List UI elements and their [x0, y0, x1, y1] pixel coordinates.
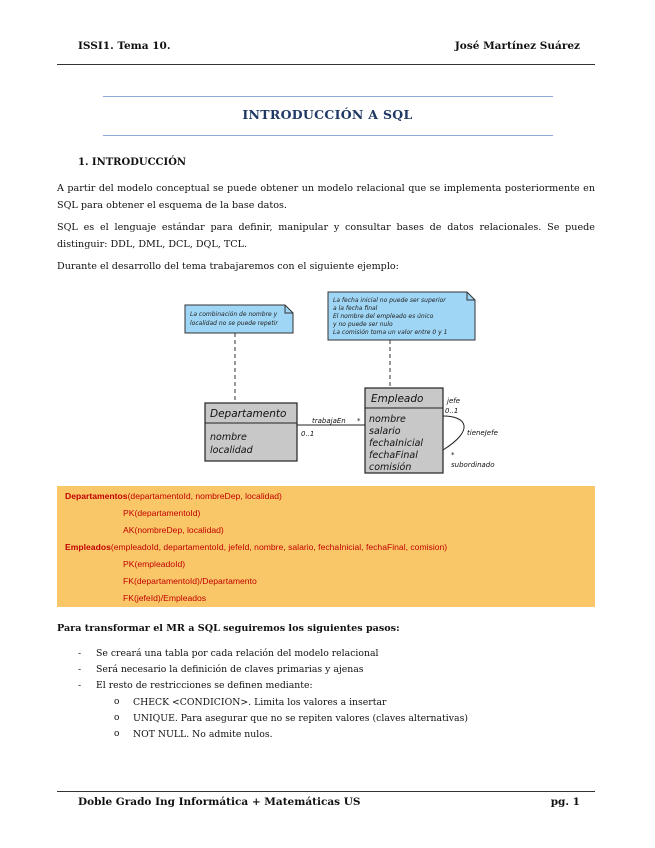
- substep-3-key: NOT NULL.: [133, 729, 190, 740]
- note-right-line-3: El nombre del empleado es único: [333, 313, 434, 320]
- mr-emp-name: Empleados: [65, 542, 111, 552]
- mr-dep-pk: PK(departamentoId): [123, 508, 201, 518]
- assoc-left-mult: 0..1: [301, 430, 315, 438]
- class-empleado-attr-1: nombre: [369, 414, 406, 425]
- substep-1: [133, 697, 386, 708]
- note-right-line-1: La fecha inicial no puede ser superior: [333, 297, 446, 304]
- mr-dep-name: Departamentos: [65, 491, 128, 501]
- note-left-line-2: localidad no se puede repetir: [190, 320, 278, 327]
- footer-left: Doble Grado Ing Informática + Matemáticas US: [78, 796, 361, 808]
- list-bullet-1: o: [114, 697, 120, 707]
- list-dash-1: -: [78, 648, 82, 659]
- substep-1-key: CHECK <CONDICION>.: [133, 697, 252, 708]
- note-right-line-4: y no puede ser nulo: [333, 321, 393, 328]
- self-bottom-mult: *: [451, 451, 455, 459]
- self-top-label: jefe: [447, 397, 461, 405]
- assoc-label: trabajaEn: [312, 417, 346, 425]
- self-top-mult: 0..1: [445, 407, 459, 415]
- class-empleado-name: Empleado: [371, 393, 424, 405]
- title-rule-bottom: [103, 135, 553, 136]
- page-title: INTRODUCCIÓN A SQL: [242, 107, 413, 122]
- substep-2-text: Para asegurar que no se repiten valores (claves alternativas): [177, 713, 468, 724]
- list-dash-2: -: [78, 664, 82, 675]
- class-empleado-attr-3: fechaInicial: [369, 438, 424, 449]
- substep-3: [133, 729, 273, 740]
- footer-rule: [57, 791, 595, 792]
- mr-emp-attrs: (empleadoId, departamentoId, jefeId, nombre, salario, fechaInicial, fechaFinal, comision): [110, 542, 448, 552]
- self-bottom-label: subordinado: [451, 461, 495, 469]
- class-departamento-attr-2: localidad: [210, 445, 253, 456]
- substep-2-key: UNIQUE.: [133, 713, 178, 724]
- list-bullet-2: o: [114, 713, 120, 723]
- mr-emp-fk2: FK(jefeId)/Empleados: [123, 593, 207, 603]
- list-bullet-3: o: [114, 729, 120, 739]
- mr-dep-ak: AK(nombreDep, localidad): [123, 525, 224, 535]
- self-name: tieneJefe: [467, 429, 498, 437]
- class-empleado-attr-4: fechaFinal: [369, 450, 418, 461]
- note-left-line-1: La combinación de nombre y: [190, 311, 278, 318]
- substep-1-text: Limita los valores a insertar: [251, 697, 387, 708]
- title-rule-top: [103, 96, 553, 97]
- steps-intro: Para transformar el MR a SQL seguiremos los siguientes pasos:: [57, 623, 400, 634]
- substep-3-text: No admite nulos.: [189, 729, 273, 740]
- class-departamento-name: Departamento: [210, 408, 287, 420]
- header-right: José Martínez Suárez: [454, 40, 580, 52]
- paragraph-2: SQL es el lenguaje estándar para definir, manipular y consultar bases de datos relacionales. Se puede distinguir: DDL, DML, DCL, DQL, TCL.: [57, 222, 595, 250]
- mr-departamentos: [65, 491, 282, 501]
- footer-right: pg. 1: [550, 796, 580, 808]
- assoc-right-mult: *: [357, 417, 361, 425]
- paragraph-1: A partir del modelo conceptual se puede obtener un modelo relacional que se implementa posteriormente en SQL para obtener el esquema de la base datos.: [57, 183, 595, 211]
- substep-2: [133, 713, 468, 724]
- class-empleado-attr-5: comisión: [369, 462, 412, 473]
- note-right-line-5: La comisión toma un valor entre 0 y 1: [333, 329, 448, 336]
- relational-model-box: [57, 486, 595, 607]
- mr-dep-attrs: (departamentoId, nombreDep, localidad): [127, 491, 282, 501]
- mr-emp-fk1: FK(departamentoId)/Departamento: [123, 576, 257, 586]
- step-2: Será necesario la definición de claves primarias y ajenas: [96, 664, 364, 675]
- paragraph-3: Durante el desarrollo del tema trabajaremos con el siguiente ejemplo:: [57, 261, 399, 272]
- list-dash-3: -: [78, 680, 82, 691]
- step-1: Se creará una tabla por cada relación del modelo relacional: [96, 648, 379, 659]
- mr-empleados: [65, 542, 447, 552]
- class-departamento-attr-1: nombre: [210, 432, 247, 443]
- note-left: [185, 305, 293, 333]
- class-empleado-attr-2: salario: [369, 426, 401, 437]
- step-3: El resto de restricciones se definen mediante:: [96, 680, 313, 691]
- header-rule: [57, 64, 595, 65]
- uml-diagram: [175, 290, 505, 478]
- header-left: ISSI1. Tema 10.: [78, 40, 171, 52]
- section-heading: 1. INTRODUCCIÓN: [78, 157, 187, 168]
- note-right-line-2: a la fecha final: [333, 305, 378, 312]
- mr-emp-pk: PK(empleadoId): [123, 559, 186, 569]
